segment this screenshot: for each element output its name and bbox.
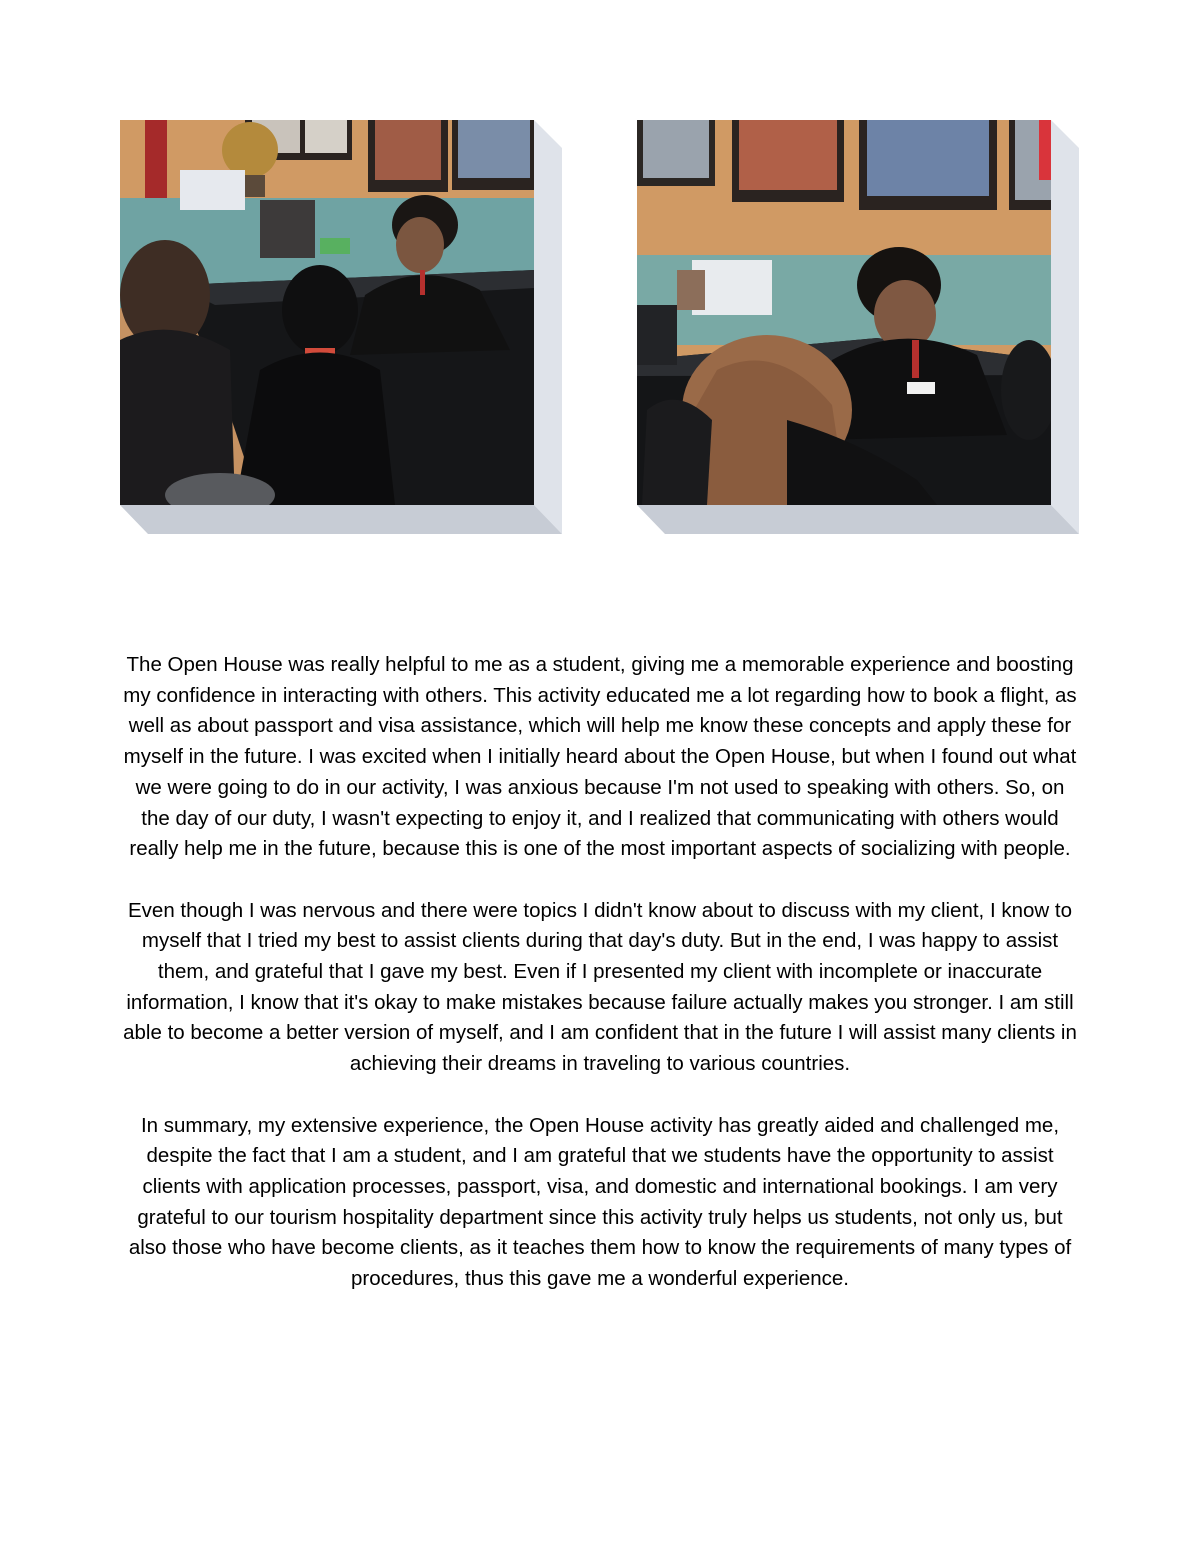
paragraph-summary: In summary, my extensive experience, the Open House activity has greatly aided and challenged me, despite the fact that I am a student, and I am grateful that we students have the opportunity to assist clients with application processes, passport, visa, and domestic and international bookings. I am very grateful to our tourism hospitality department since this activity truly helps us students, not only us, but also those who have become clients, as it teaches them how to know the requirements of many types of procedures, thus this gave me a wonderful experience. [128,1113,1072,1291]
paragraph-nervous-but-grateful: Even though I was nervous and there were topics I didn't know about to discuss with my client, I know to myself that I tried my best to assist clients during that day's duty. But in the end, I was happy to assist them, and grateful that I gave my best. Even if I presented my client with incomplete or inaccurate information, I know that it's okay to make mistakes because failure actually makes you stronger. I am still able to become a better version of myself, and I am confident that in the future I will assist many clients in achieving their dreams in traveling to various countries. [123,898,1077,1076]
body-text [120,650,1080,1325]
photo-frame-right [637,120,1079,534]
paragraph-open-house-helpful: The Open House was really helpful to me as a student, giving me a memorable experience and boosting my confidence in interacting with others. This activity educated me a lot regarding how to book a flight, as well as about passport and visa assistance, which will help me know these concepts and apply these for myself in the future. I was excited when I initially heard about the Open House, but when I found out what we were going to do in our activity, I was anxious because I'm not used to speaking with others. So, on the day of our duty, I wasn't expecting to enjoy it, and I realized that communicating with others would really help me in the future, because this is one of the most important aspects of socializing with people. [123,653,1077,861]
photo-student-writing-with-client [637,120,1051,505]
photo-student-assisting-clients [120,120,534,505]
photo-frame-left [120,120,562,534]
